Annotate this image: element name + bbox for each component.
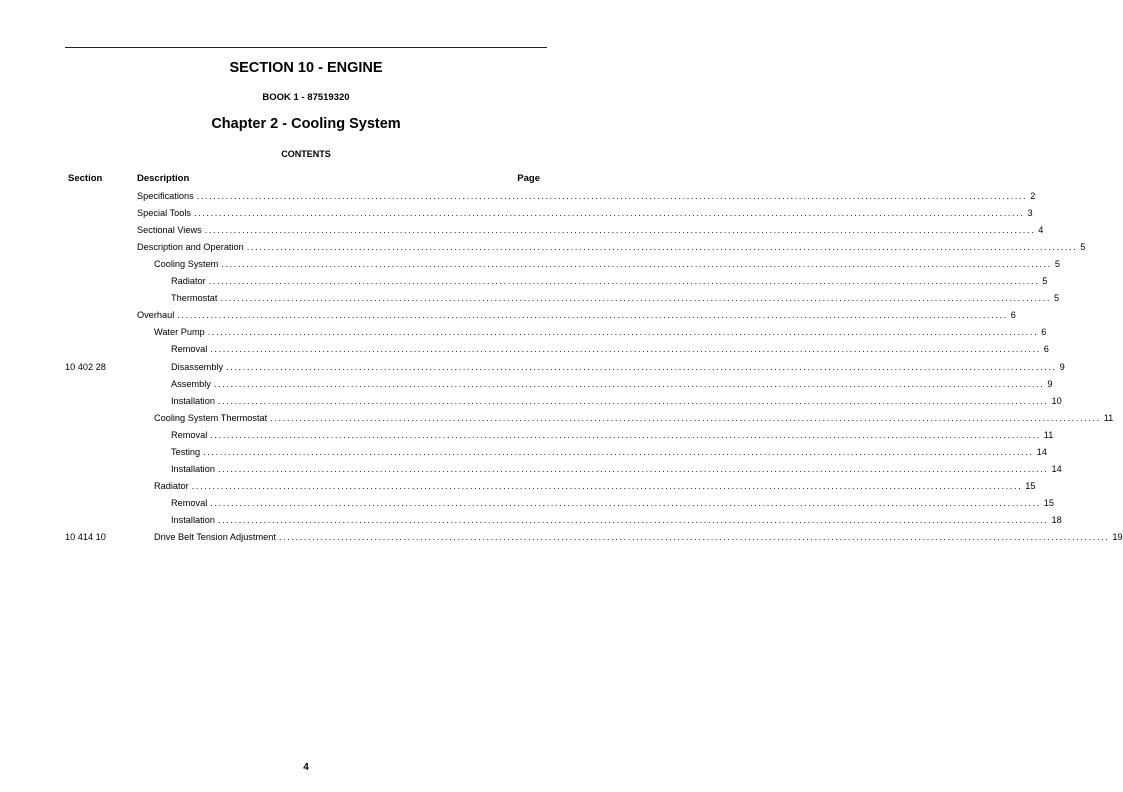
dot-leader: ........................................................................................................................................................................................................ [270,412,1101,423]
toc-entry-label: Testing [171,445,203,459]
section-code: 10 414 10 [65,532,106,542]
toc-entry [171,428,1054,442]
toc-entry-label: Removal [171,342,210,356]
toc-row [0,342,1049,356]
toc-entry [171,360,1065,374]
dot-leader: ........................................................................................................................................................................................................ [207,327,1039,338]
toc-entry [171,274,1048,288]
toc-entry-label: Cooling System Thermostat [154,411,270,425]
toc-row [0,445,1047,459]
toc-entry [154,530,1123,544]
toc-entry-label: Water Pump [154,325,208,339]
toc-entry-page: 5 [1042,276,1048,287]
toc-entry [137,206,1033,220]
toc-entry-page: 5 [1080,242,1086,253]
dot-leader: ........................................................................................................................................................................................................ [177,310,1008,321]
toc-row [0,513,1062,527]
column-header-page: Page [517,173,540,184]
toc-row [0,377,1053,391]
toc-entry [171,394,1062,408]
toc-entry-page: 6 [1010,310,1016,321]
toc-row [0,394,1062,408]
column-header-section: Section [68,173,103,184]
toc-row [0,462,1062,476]
dot-leader: ........................................................................................................................................................................................................ [221,259,1052,270]
toc-entry-page: 9 [1047,378,1053,389]
toc-entry-page: 11 [1043,429,1054,440]
toc-entry-label: Drive Belt Tension Adjustment [154,530,279,544]
dot-leader: ........................................................................................................................................................................................................ [203,446,1034,457]
toc-entry [137,189,1036,203]
dot-leader: ........................................................................................................................................................................................................ [196,191,1028,201]
toc-entry-page: 10 [1051,395,1062,406]
toc-entry-label: Sectional Views [137,223,205,237]
toc-entry-label: Radiator [171,274,209,288]
toc-entry [171,513,1062,527]
dot-leader: ........................................................................................................................................................................................................ [210,429,1041,440]
toc-row [0,428,1054,442]
toc-row [0,240,1086,254]
dot-leader: ........................................................................................................................................................................................................ [210,497,1041,508]
toc-entry-page: 11 [1103,412,1114,423]
section-code: 10 402 28 [65,361,106,372]
column-header-description: Description [137,173,190,184]
toc-entry [171,377,1053,391]
toc-entry-label: Overhaul [137,308,177,322]
toc-entry-page: 6 [1043,344,1049,355]
toc-entry-page: 14 [1036,446,1047,457]
toc-entry [154,257,1060,271]
dot-leader: ........................................................................................................................................................................................................ [220,293,1051,304]
dot-leader: ........................................................................................................................................................................................................ [278,532,1110,542]
toc-row [0,530,1123,544]
toc-row [0,411,1114,425]
toc-entry [171,445,1047,459]
toc-entry-page: 15 [1025,480,1036,491]
toc-row [0,308,1016,322]
toc-row [0,223,1044,237]
toc-entry-label: Removal [171,496,210,510]
toc-entry-page: 3 [1027,208,1033,219]
dot-leader: ........................................................................................................................................................................................................ [217,463,1049,474]
toc-entry-label: Specifications [137,189,197,203]
dot-leader: ........................................................................................................................................................................................................ [193,208,1025,219]
toc-entry-page: 15 [1043,497,1055,508]
toc-entry-page: 5 [1053,293,1060,304]
page-number: 4 [303,762,309,773]
toc-entry [154,479,1036,493]
toc-entry-label: Installation [171,462,218,476]
chapter-title: Chapter 2 - Cooling System [211,116,401,132]
toc-entry [171,291,1060,305]
dot-leader: ........................................................................................................................................................................................................ [213,378,1045,389]
toc-entry-label: Disassembly [171,360,226,374]
toc-entry [137,308,1016,322]
contents-heading: CONTENTS [281,149,331,159]
toc-entry [171,462,1062,476]
toc-entry [154,325,1047,339]
toc-row [0,257,1060,271]
toc-row [0,496,1055,510]
toc-entry-page: 18 [1051,514,1062,525]
toc-entry-page: 4 [1038,225,1044,236]
toc-entry-page: 14 [1051,463,1062,474]
dot-leader: ........................................................................................................................................................................................................ [210,344,1041,355]
toc-entry-label: Special Tools [137,206,194,220]
dot-leader: ........................................................................................................................................................................................................ [208,276,1040,287]
toc-entry [171,342,1049,356]
toc-entry-label: Installation [171,513,218,527]
toc-entry [171,496,1055,510]
toc-row [0,479,1036,493]
toc-entry-page: 2 [1030,191,1036,201]
dot-leader: ........................................................................................................................................................................................................ [246,242,1078,253]
toc-entry-page: 19 [1112,532,1123,542]
book-number: BOOK 1 - 87519320 [262,92,350,103]
toc-entry-label: Cooling System [154,257,221,271]
dot-leader: ........................................................................................................................................................................................................ [217,395,1049,406]
toc-entry [137,240,1086,254]
toc-entry-label: Installation [171,394,218,408]
toc-entry [137,223,1044,237]
toc-entry-label: Radiator [154,479,192,493]
dot-leader: ........................................................................................................................................................................................................ [226,361,1057,372]
toc-entry [154,411,1114,425]
toc-row [0,189,1036,203]
toc-entry-label: Thermostat [171,291,220,305]
toc-entry-label: Removal [171,428,210,442]
toc-entry-page: 9 [1059,361,1065,372]
section-title: SECTION 10 - ENGINE [229,60,383,76]
toc-entry-page: 6 [1041,327,1047,338]
dot-leader: ........................................................................................................................................................................................................ [217,514,1049,525]
toc-row [0,360,1065,374]
toc-row [0,274,1048,288]
top-rule [65,47,547,48]
toc-row [0,206,1033,220]
toc-row [0,325,1047,339]
toc-entry-label: Description and Operation [137,240,247,254]
toc-entry-page: 5 [1054,259,1060,270]
dot-leader: ........................................................................................................................................................................................................ [191,480,1023,491]
toc-entry-label: Assembly [171,377,214,391]
toc-row [0,291,1060,305]
dot-leader: ........................................................................................................................................................................................................ [204,225,1036,236]
